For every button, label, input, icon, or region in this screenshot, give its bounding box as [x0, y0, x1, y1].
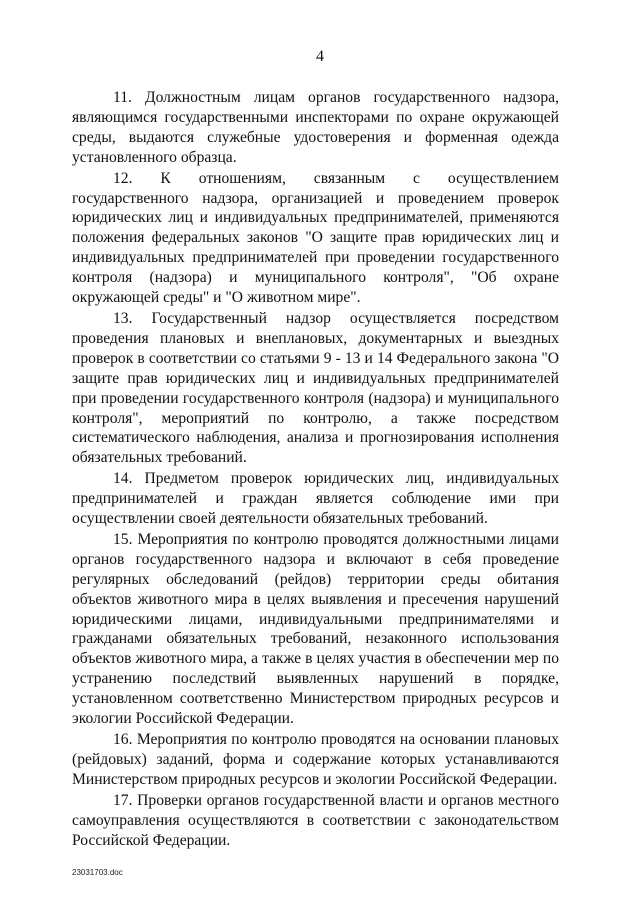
paragraph-16: 16. Мероприятия по контролю проводятся на основании плановых (рейдовых) заданий, форма и содержание которых устанавливаются Министерством природных ресурсов и экологии Российской Федерации. [72, 731, 559, 788]
paragraph-12: 12. К отношениям, связанным с осуществлением государственного надзора, организацией и проведением проверок юридических лиц и индивидуальных предпринимателей, применяются положения федеральных законов "О защите прав юридических лиц и индивидуальных предпринимателей при проведении государственного контроля (надзора) и муниципального контроля", "Об охране окружающей среды" и "О животном мире". [72, 169, 559, 307]
paragraph-13: 13. Государственный надзор осуществляется посредством проведения плановых и внеплановых, документарных и выездных проверок в соответствии со статьями 9 - 13 и 14 Федерального закона "О защите прав юридических лиц и индивидуальных предпринимателей при проведении государственного контроля (надзора) и муниципального контроля", мероприятий по контролю, а также посредством систематического наблюдения, анализа и прогнозирования исполнения обязательных требований. [72, 309, 559, 467]
document-body [72, 88, 559, 851]
paragraph-14: 14. Предметом проверок юридических лиц, индивидуальных предпринимателей и граждан является соблюдение ими при осуществлении своей деятельности обязательных требований. [72, 470, 559, 528]
paragraph-11: 11. Должностным лицам органов государственного надзора, являющимся государственными инспекторами по охране окружающей среды, выдаются служебные удостоверения и форменная одежда установленного образца. [72, 89, 559, 166]
paragraph-15: 15. Мероприятия по контролю проводятся должностными лицами органов государственного надзора и включают в себя проведение регулярных обследований (рейдов) территории среды обитания объектов животного мира в целях выявления и пресечения нарушений юридическими лицами, индивидуальными предпринимателями и гражданами обязательных требований, незаконного использования объектов животного мира, а также в целях участия в обеспечении мер по устранению последствий выявленных нарушений в порядке, установленном соответственно Министерством природных ресурсов и экологии Российской Федерации. [72, 530, 559, 728]
file-name-footer: 23031703.doc [72, 868, 123, 877]
paragraph-17: 17. Проверки органов государственной власти и органов местного самоуправления осуществляются в соответствии с законодательством Российской Федерации. [72, 791, 559, 849]
page-number: 4 [316, 48, 324, 65]
